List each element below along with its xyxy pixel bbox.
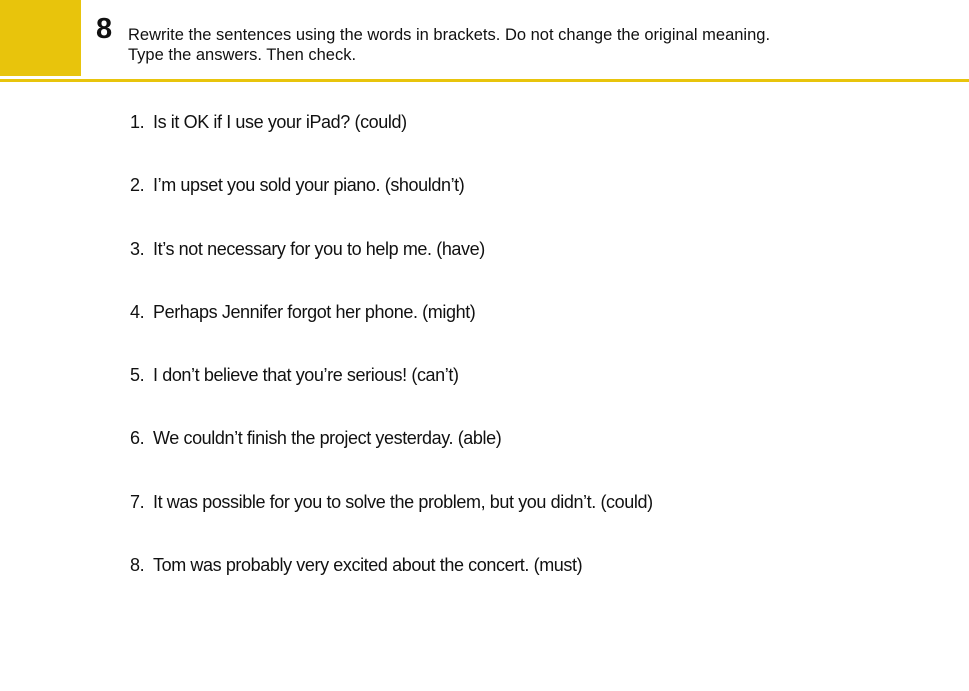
instructions-line-2: Type the answers. Then check. (128, 46, 357, 64)
item-text: It was possible for you to solve the problem, but you didn’t. (could) (153, 491, 653, 512)
sentence-item-2 (130, 173, 653, 236)
item-number: 5. (130, 365, 145, 386)
item-number: 6. (130, 428, 145, 449)
item-text: We couldn’t finish the project yesterday. (able) (153, 428, 502, 449)
header-accent-block (0, 0, 81, 76)
sentence-list (130, 110, 653, 616)
item-number: 1. (130, 112, 145, 132)
item-text: Perhaps Jennifer forgot her phone. (might) (153, 301, 476, 322)
item-text: I’m upset you sold your piano. (shouldn’t) (153, 175, 465, 196)
item-text: Is it OK if I use your iPad? (could) (153, 112, 407, 132)
sentence-item-4 (130, 300, 653, 363)
item-text: Tom was probably very excited about the concert. (must) (153, 555, 583, 576)
sentence-item-5 (130, 363, 653, 426)
instructions-line-1: Rewrite the sentences using the words in brackets. Do not change the original meaning. (128, 26, 771, 44)
sentence-item-7 (130, 490, 653, 553)
sentence-item-3 (130, 237, 653, 300)
sentence-item-6 (130, 426, 653, 489)
item-number: 8. (130, 555, 145, 576)
exercise-number: 8 (96, 13, 113, 45)
item-number: 2. (130, 175, 145, 196)
item-text: I don’t believe that you’re serious! (can’t) (153, 365, 459, 386)
sentence-item-8 (130, 553, 653, 616)
item-number: 7. (130, 491, 145, 512)
header-divider (0, 79, 969, 82)
item-number: 3. (130, 238, 145, 259)
sentence-item-1 (130, 110, 653, 173)
item-number: 4. (130, 301, 145, 322)
item-text: It’s not necessary for you to help me. (have) (153, 238, 485, 259)
exercise-instructions (128, 25, 770, 65)
